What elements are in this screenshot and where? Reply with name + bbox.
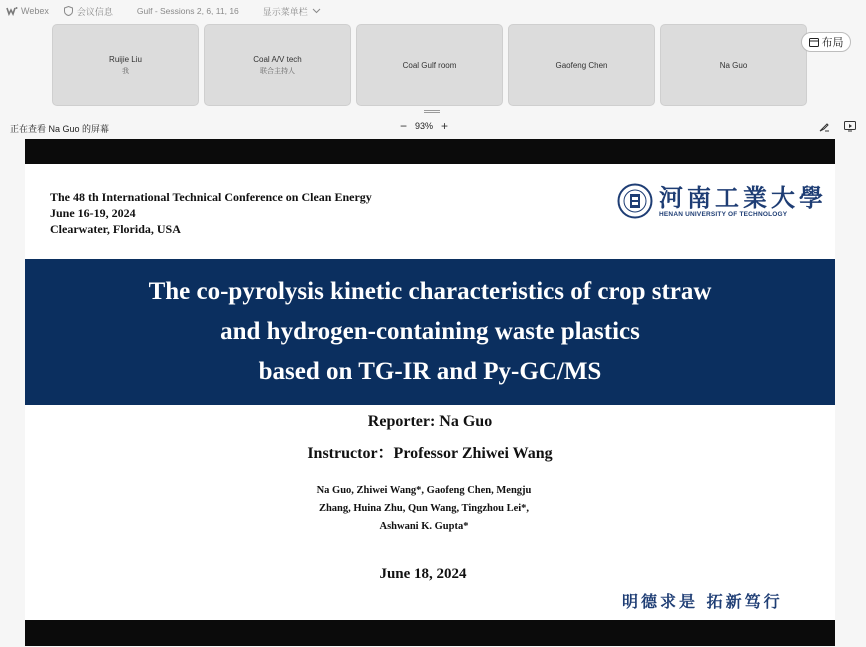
shield-icon <box>64 6 73 16</box>
conference-location: Clearwater, Florida, USA <box>50 222 181 236</box>
meeting-info-button[interactable] <box>64 5 113 18</box>
conference-dates: June 16-19, 2024 <box>50 206 136 220</box>
university-logo <box>617 183 827 219</box>
participant-tile[interactable] <box>204 24 351 106</box>
show-menu-label: 显示菜单栏 <box>262 6 308 17</box>
title-line-2: and hydrogen-containing waste plastics <box>220 318 640 345</box>
authors-line-3: Ashwani K. Gupta* <box>379 521 469 532</box>
participant-name: Na Guo <box>719 60 748 70</box>
participant-name: Coal A/V tech <box>253 54 302 64</box>
participant-role: 我 <box>122 67 129 75</box>
meeting-info-label: 会议信息 <box>76 6 113 17</box>
participant-name: Coal Gulf room <box>402 60 457 70</box>
participant-name: Gaofeng Chen <box>555 60 608 70</box>
conference-name: The 48 th International Technical Conference on Clean Energy <box>50 190 372 204</box>
title-bar <box>0 0 866 22</box>
participant-tile[interactable] <box>52 24 199 106</box>
university-motto: 明德求是 拓新笃行 <box>622 592 783 611</box>
app-name: Webex <box>21 6 49 16</box>
webex-icon <box>6 6 18 16</box>
presentation-date: June 18, 2024 <box>379 566 467 582</box>
title-line-1: The co-pyrolysis kinetic characteristics of crop straw <box>148 278 712 305</box>
participant-tile[interactable] <box>660 24 807 106</box>
title-line-3: based on TG-IR and Py-GC/MS <box>258 358 602 385</box>
title-banner <box>25 259 835 405</box>
reporter: Reporter: Na Guo <box>367 413 493 430</box>
session-title: Gulf - Sessions 2, 6, 11, 16 <box>136 6 239 16</box>
webex-logo <box>6 6 49 16</box>
conference-info <box>50 189 372 237</box>
share-bar <box>0 118 866 136</box>
participant-tile[interactable] <box>508 24 655 106</box>
pop-out-icon[interactable] <box>844 121 856 132</box>
layout-label: 布局 <box>821 37 844 49</box>
participant-name: Ruijie Liu <box>109 54 142 64</box>
layout-icon <box>809 38 819 47</box>
university-name-cn: 河南工業大學 <box>659 182 827 212</box>
viewing-status: 正在查看 Na Guo 的屏幕 <box>10 124 110 134</box>
zoom-control <box>400 120 448 132</box>
participant-strip <box>52 24 807 106</box>
show-menu-button[interactable] <box>263 5 321 18</box>
zoom-level: 93% <box>415 121 434 131</box>
university-name-en: HENAN UNIVERSITY OF TECHNOLOGY <box>659 210 788 218</box>
instructor: Instructor：Professor Zhiwei Wang <box>307 445 553 462</box>
chevron-down-icon <box>312 8 321 14</box>
layout-button[interactable] <box>801 32 851 52</box>
zoom-out-button[interactable]: − <box>400 119 408 133</box>
slide-bottom-bar <box>25 620 835 646</box>
participant-tile[interactable] <box>356 24 503 106</box>
university-seal-icon <box>617 183 653 219</box>
author-list <box>275 482 573 536</box>
annotate-icon[interactable] <box>819 121 830 132</box>
slide-top-bar <box>25 139 835 164</box>
shared-screen-slide <box>25 139 835 646</box>
participant-role: 联合主持人 <box>260 67 295 75</box>
authors-line-2: Zhang, Huina Zhu, Qun Wang, Tingzhou Lei*, <box>318 503 530 514</box>
share-tools <box>819 121 856 132</box>
authors-line-1: Na Guo, Zhiwei Wang*, Gaofeng Chen, Mengju <box>316 485 532 496</box>
zoom-in-button[interactable]: + <box>441 119 449 133</box>
resize-handle[interactable] <box>424 110 440 114</box>
